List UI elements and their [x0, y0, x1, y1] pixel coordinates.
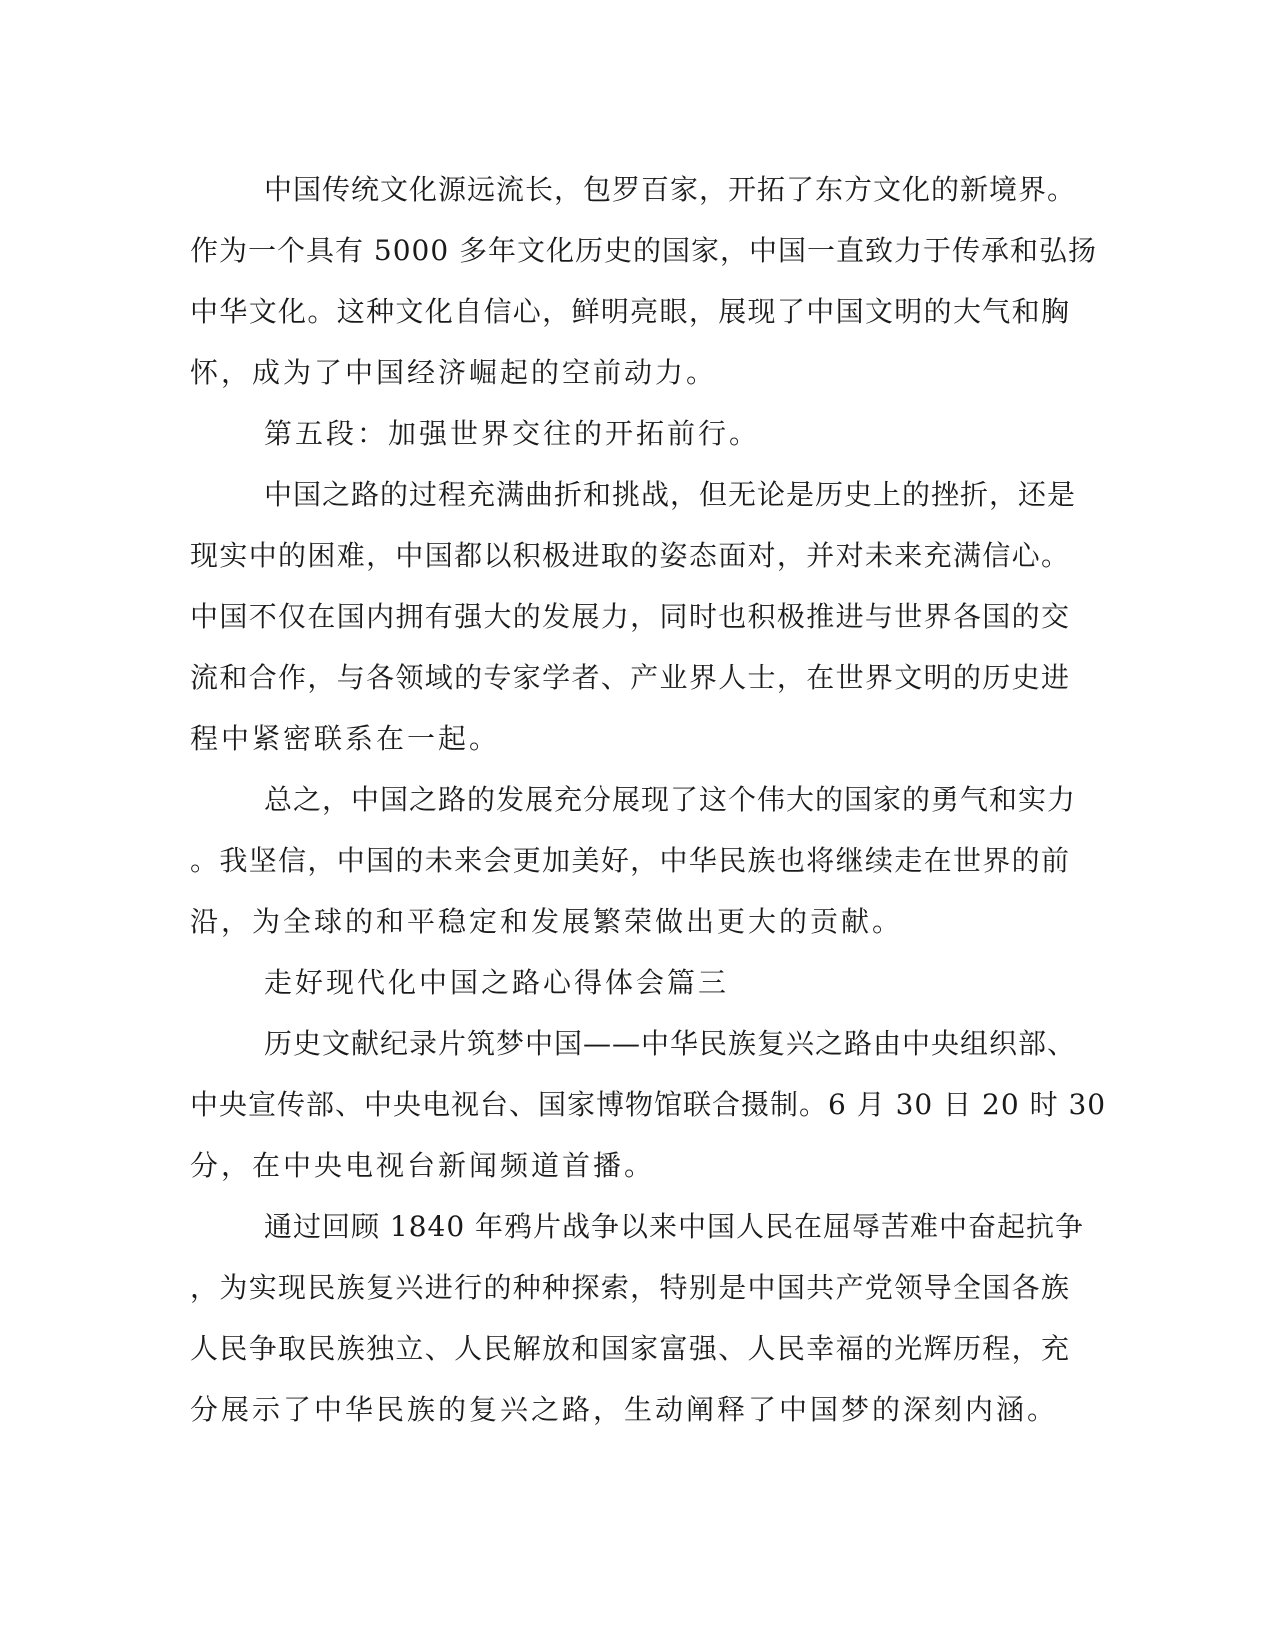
text-line: 走好现代化中国之路心得体会篇三 [264, 966, 730, 999]
text-line: 。我坚信，中国的未来会更加美好，中华民族也将继续走在世界的前 [190, 844, 1070, 877]
text-line: ，为实现民族复兴进行的种种探索，特别是中国共产党领导全国各族 [190, 1271, 1070, 1304]
text-line: 分，在中央电视台新闻频道首播。 [190, 1149, 656, 1182]
text-line: 现实中的困难，中国都以积极进取的姿态面对，并对未来充满信心。 [190, 539, 1070, 572]
text-line: 中国不仅在国内拥有强大的发展力，同时也积极推进与世界各国的交 [190, 600, 1070, 633]
text-line: 通过回顾 1840 年鸦片战争以来中国人民在屈辱苦难中奋起抗争 [264, 1210, 1085, 1243]
text-line: 程中紧密联系在一起。 [190, 722, 501, 755]
text-line: 分展示了中华民族的复兴之路，生动阐释了中国梦的深刻内涵。 [190, 1393, 1059, 1426]
text-line: 沿，为全球的和平稳定和发展繁荣做出更大的贡献。 [190, 905, 904, 938]
text-line: 中国传统文化源远流长，包罗百家，开拓了东方文化的新境界。 [264, 173, 1077, 206]
text-line: 中华文化。这种文化自信心，鲜明亮眼，展现了中国文明的大气和胸 [190, 295, 1070, 328]
text-line: 第五段：加强世界交往的开拓前行。 [264, 417, 761, 450]
text-line: 流和合作，与各领域的专家学者、产业界人士，在世界文明的历史进 [190, 661, 1070, 694]
text-line: 历史文献纪录片筑梦中国——中华民族复兴之路由中央组织部、 [264, 1027, 1077, 1060]
text-line: 总之，中国之路的发展充分展现了这个伟大的国家的勇气和实力 [264, 783, 1077, 816]
text-line: 怀，成为了中国经济崛起的空前动力。 [190, 356, 718, 389]
text-line: 中国之路的过程充满曲折和挑战，但无论是历史上的挫折，还是 [264, 478, 1077, 511]
text-line: 中央宣传部、中央电视台、国家博物馆联合摄制。6 月 30 日 20 时 30 [190, 1088, 1107, 1121]
text-line: 人民争取民族独立、人民解放和国家富强、人民幸福的光辉历程，充 [190, 1332, 1070, 1365]
text-line: 作为一个具有 5000 多年文化历史的国家，中国一直致力于传承和弘扬 [190, 234, 1098, 267]
document-body [190, 159, 1107, 1440]
